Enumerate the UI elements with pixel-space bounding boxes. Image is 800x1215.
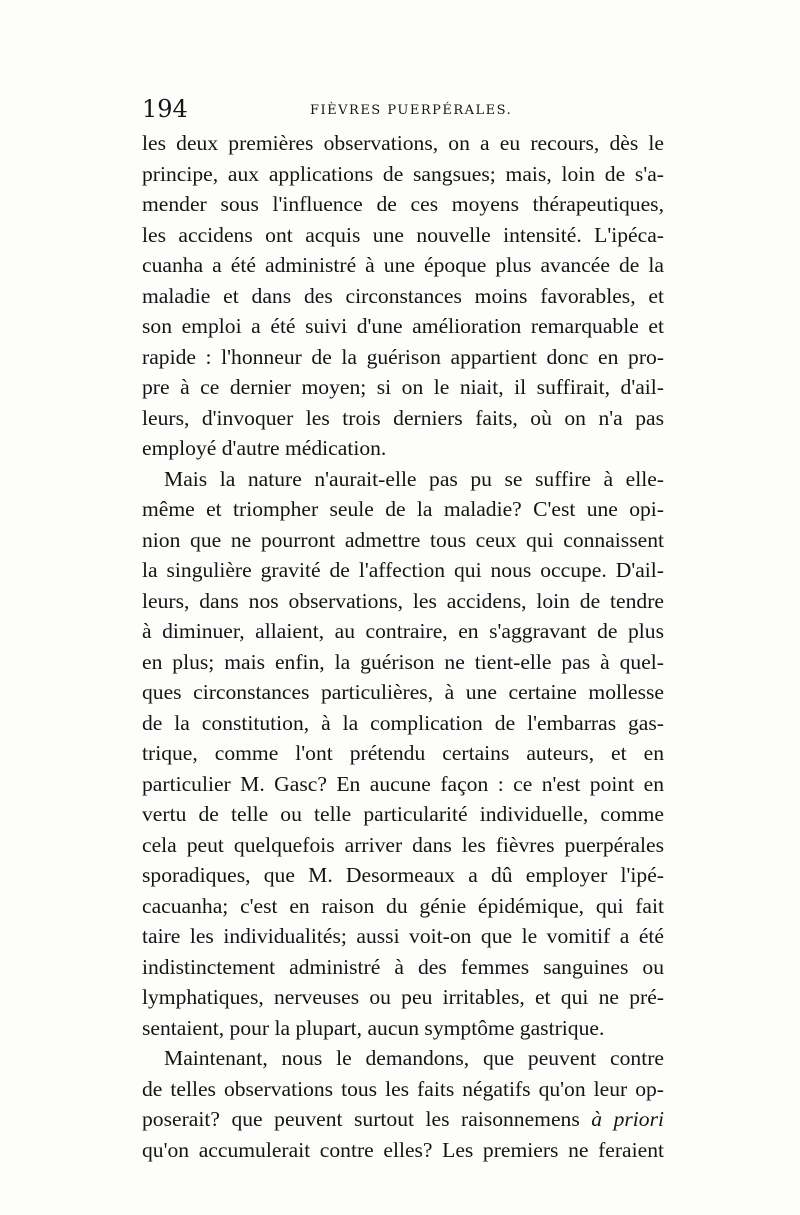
text-line: indistinctement administré à des femmes sanguines ou [142,954,664,979]
text-line: lymphatiques, nerveuses ou peu irritables, et qui ne pré- [142,985,664,1009]
text-line: taire les individualités; aussi voit-on que le vomitif a été [142,924,664,948]
text-line: nion que ne pourront admettre tous ceux qui connaissent [142,527,664,552]
text-line: la singulière gravité de l'affection qui nous occupe. D'ail- [142,558,664,582]
text-segment: poserait? que peuvent surtout les raisonnemens [142,1107,580,1131]
paragraph-start-line: Mais la nature n'aurait-elle pas pu se suffire à elle- [164,466,664,491]
text-line: les accidens ont acquis une nouvelle intensité. L'ipéca- [142,222,664,247]
text-line: de la constitution, à la complication de l'embarras gas- [142,710,664,735]
text-line: maladie et dans des circonstances moins favorables, et [142,283,664,308]
text-line: vertu de telle ou telle particularité individuelle, comme [142,802,664,826]
text-line: son emploi a été suivi d'une amélioration remarquable et [142,314,664,338]
text-line: à diminuer, allaient, au contraire, en s'aggravant de plus [142,619,664,643]
text-line: leurs, d'invoquer les trois derniers faits, où on n'a pas [142,405,664,430]
text-line: sentaient, pour la plupart, aucun symptôme gastrique. [142,1015,605,1040]
text-line: cuanha a été administré à une époque plus avancée de la [142,253,664,277]
text-line: de telles observations tous les faits négatifs qu'on leur op- [142,1076,664,1101]
italic-phrase: à priori [591,1107,664,1131]
text-line-with-italic [142,1104,664,1135]
text-line: principe, aux applications de sangsues; mais, loin de s'a- [142,161,664,186]
text-line: cela peut quelquefois arriver dans les fièvres puerpérales [142,832,664,857]
text-line: leurs, dans nos observations, les accidens, loin de tendre [142,588,664,613]
text-line: employé d'autre médication. [142,436,387,460]
text-line: trique, comme l'ont prétendu certains auteurs, et en [142,741,664,765]
page-number: 194 [142,95,188,123]
text-line: qu'on accumulerait contre elles? Les premiers ne feraient [142,1137,664,1162]
text-line: cacuanha; c'est en raison du génie épidémique, qui fait [142,893,664,918]
text-line: même et triompher seule de la maladie? C'est une opi- [142,497,664,521]
text-line: mender sous l'influence de ces moyens thérapeutiques, [142,192,664,216]
running-head [142,94,664,124]
text-line: particulier M. Gasc? En aucune façon : ce n'est point en [142,771,664,796]
running-title: FIÈVRES PUERPÉRALES. [310,103,513,118]
text-line: pre à ce dernier moyen; si on le niait, il suffirait, d'ail- [142,375,664,399]
text-line: les deux premières observations, on a eu recours, dès le [142,131,664,155]
body-text [142,128,664,1165]
text-line: sporadiques, que M. Desormeaux a dû employer l'ipé- [142,863,664,887]
paragraph-start-line: Maintenant, nous le demandons, que peuvent contre [164,1046,664,1070]
text-line: en plus; mais enfin, la guérison ne tient-elle pas à quel- [142,649,664,674]
text-line: ques circonstances particulières, à une certaine mollesse [142,680,664,704]
text-line: rapide : l'honneur de la guérison appartient donc en pro- [142,344,664,369]
